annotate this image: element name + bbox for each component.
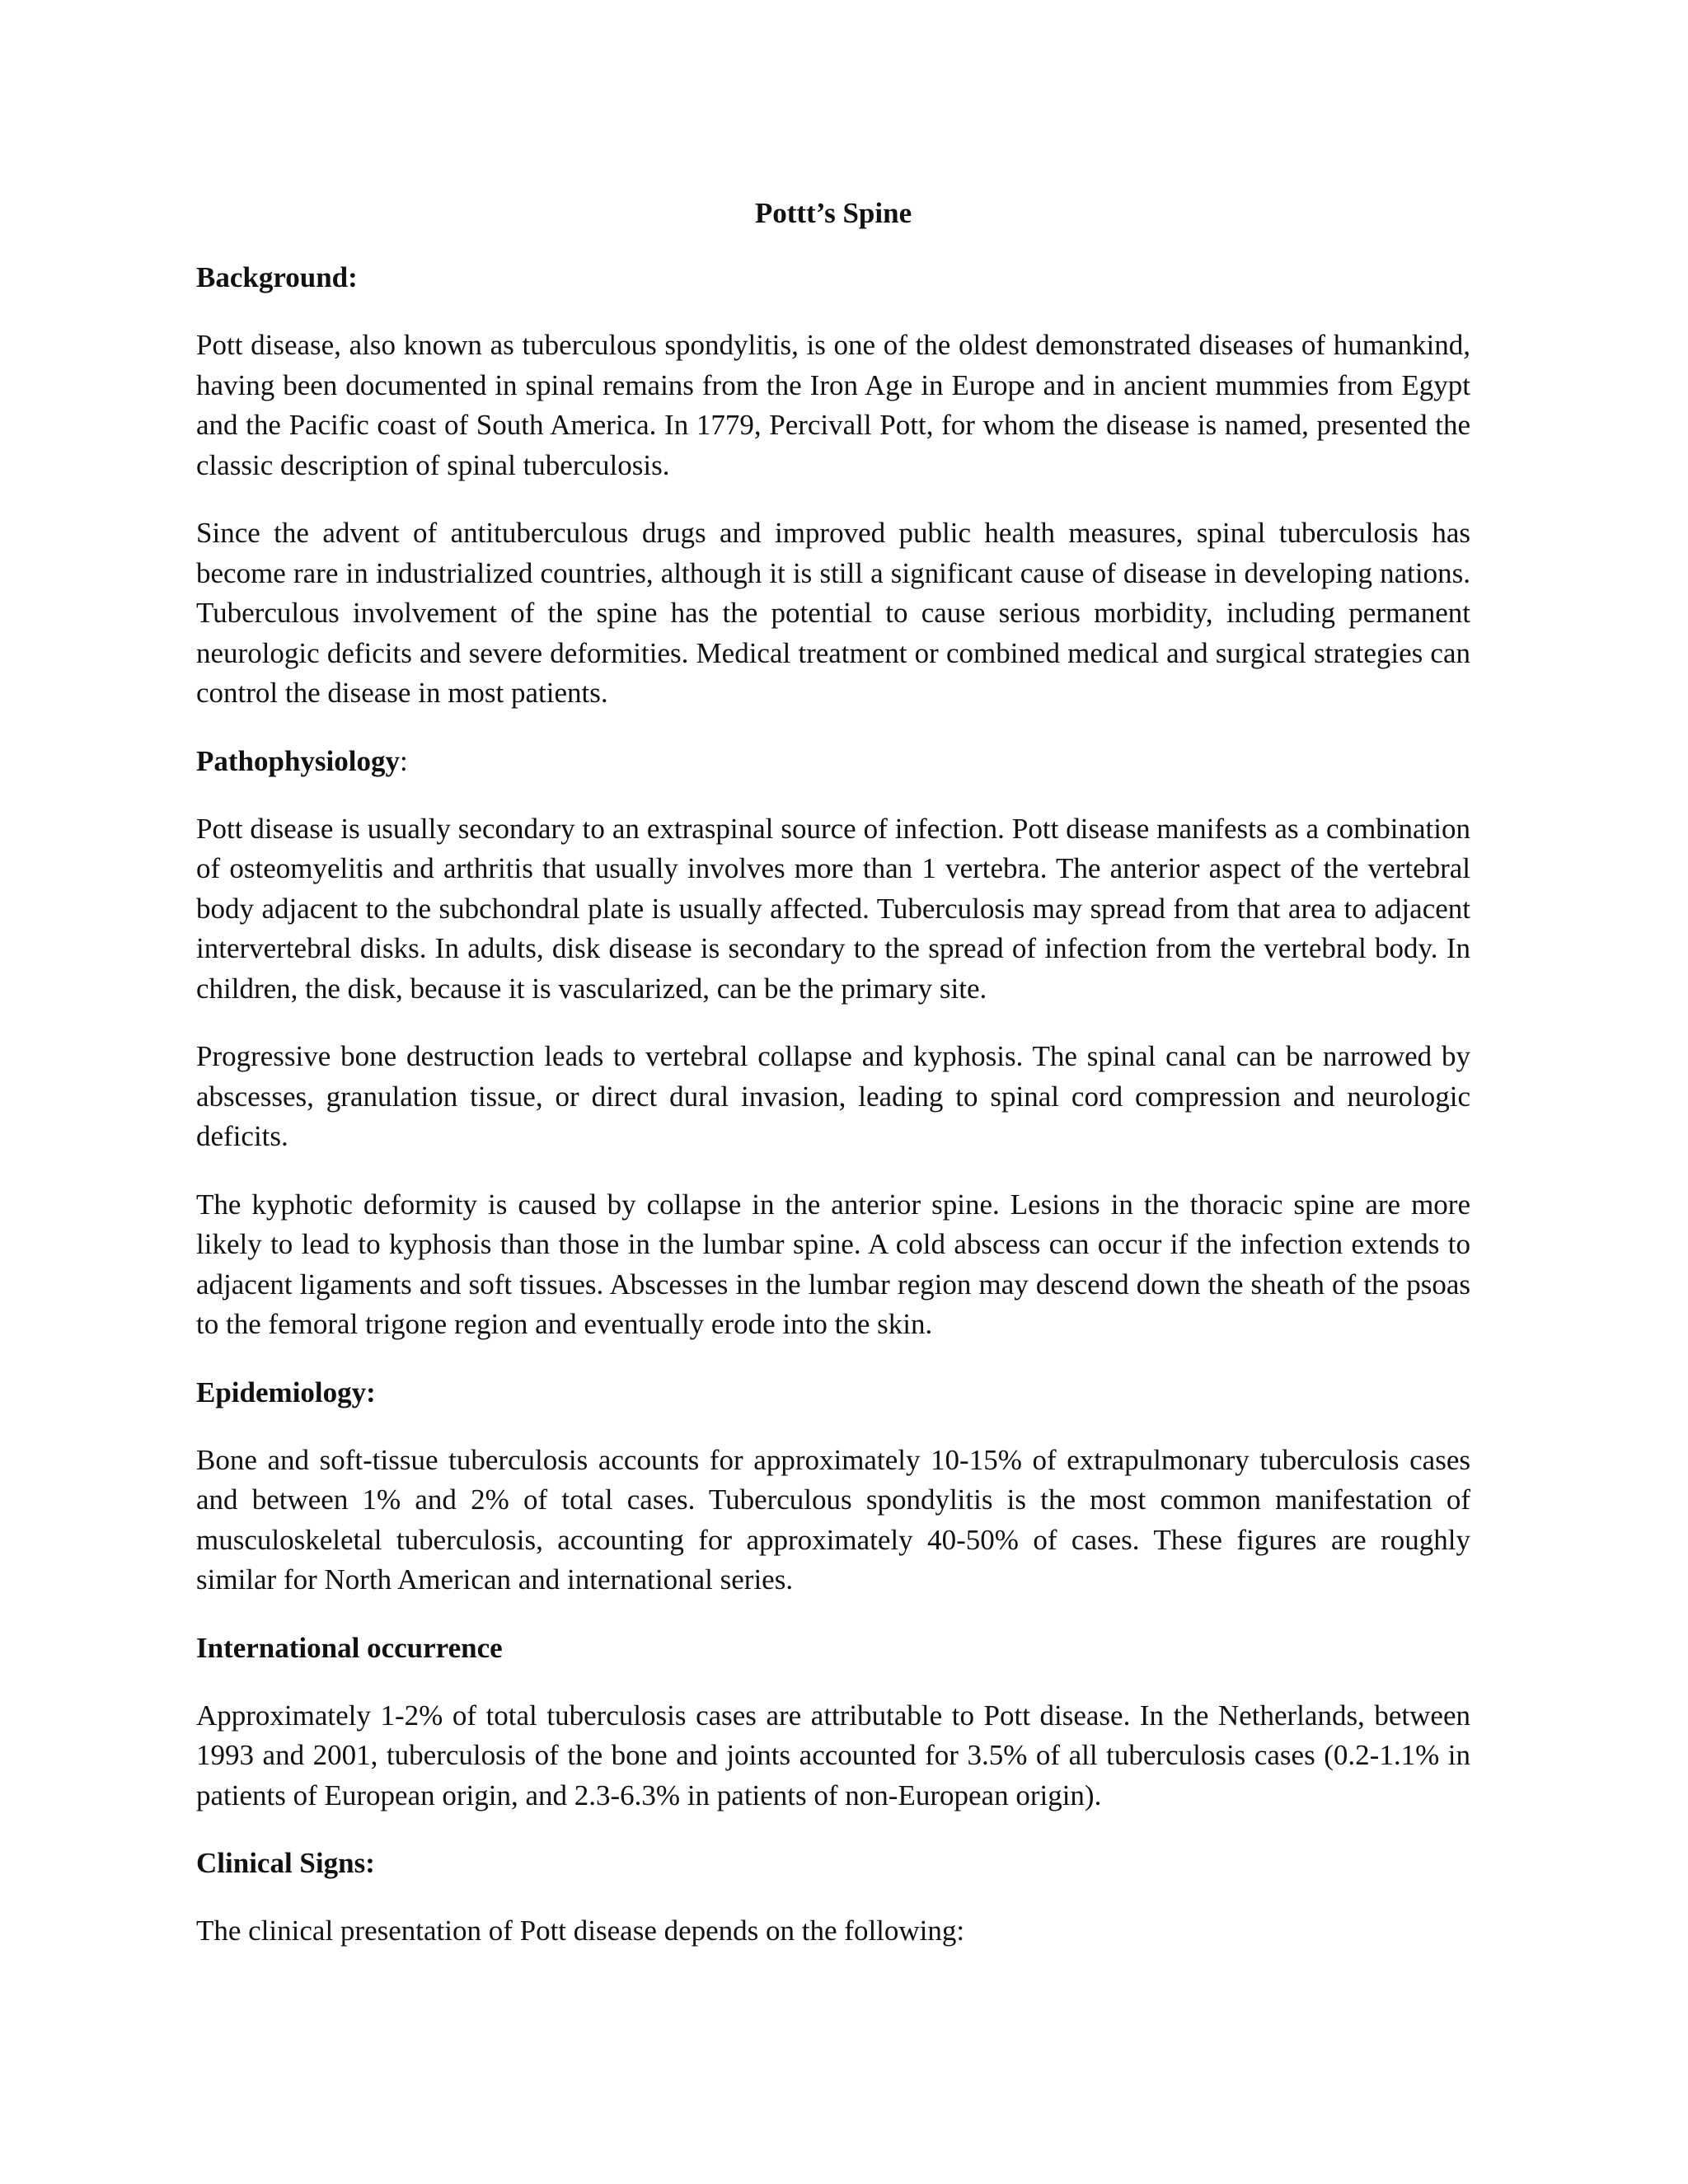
section-heading-pathophysiology <box>196 742 1470 781</box>
pathophysiology-paragraph-3: The kyphotic deformity is caused by collapse in the anterior spine. Lesions in the thoracic spine are more likely to lead to kyphosis than those in the lumbar spine. A cold abscess can occur if the infection extends to adjacent ligaments and soft tissues. Abscesses in the lumbar region may descend down the sheath of the psoas to the femoral trigone region and eventually erode into the skin. <box>196 1188 1470 1340</box>
spacer <box>196 237 1470 258</box>
heading-text: Epidemiology: <box>196 1376 376 1408</box>
international-paragraph-1: Approximately 1-2% of total tuberculosis cases are attributable to Pott disease. In the Netherlands, between 1993 and 2001, tuberculosis of the bone and joints accounted for 3.5% of all tuberculosis cases (0.2-1.1% in patients of European origin, and 2.3-6.3% in patients of non-European origin). <box>196 1699 1470 1811</box>
spacer <box>196 714 1470 742</box>
section-heading-epidemiology <box>196 1373 1470 1413</box>
clinical-paragraph-1: The clinical presentation of Pott disease depends on the following: <box>196 1915 965 1947</box>
section-heading-international-occurrence <box>196 1629 1470 1668</box>
spacer <box>196 485 1470 513</box>
section-heading-clinical-signs <box>196 1844 1470 1883</box>
background-paragraph-1: Pott disease, also known as tuberculous spondylitis, is one of the oldest demonstrated diseases of humankind, having been documented in spinal remains from the Iron Age in Europe and in ancient mummies from Egypt and the Pacific coast of South America. In 1779, Percivall Pott, for whom the disease is named, presented the classic description of spinal tuberculosis. <box>196 329 1470 481</box>
pathophysiology-paragraph-1: Pott disease is usually secondary to an extraspinal source of infection. Pott disease manifests as a combination of osteomyelitis and arthritis that usually involves more than 1 vertebra. The anterior aspect of the vertebral body adjacent to the subchondral plate is usually affected. Tuberculosis may spread from that area to adjacent intervertebral disks. In adults, disk disease is secondary to the spread of infection from the vertebral body. In children, the disk, because it is vascularized, can be the primary site. <box>196 812 1470 1005</box>
spacer <box>196 1816 1470 1844</box>
spacer <box>196 1009 1470 1037</box>
heading-text: Background: <box>196 261 358 293</box>
spacer <box>196 1668 1470 1696</box>
epidemiology-paragraph-1: Bone and soft-tissue tuberculosis accounts for approximately 10-15% of extrapulmonary tuberculosis cases and between 1% and 2% of total cases. Tuberculous spondylitis is the most common manifestation of musculoskeletal tuberculosis, accounting for approximately 40-50% of cases. These figures are roughly similar for North American and international series. <box>196 1443 1470 1596</box>
spacer <box>196 1157 1470 1185</box>
section-heading-background <box>196 258 1470 298</box>
spacer <box>196 1413 1470 1441</box>
spacer <box>196 1601 1470 1629</box>
document-body <box>196 190 1470 1952</box>
heading-text: International occurrence <box>196 1631 503 1664</box>
spacer <box>196 298 1470 326</box>
spacer <box>196 781 1470 809</box>
spacer <box>196 1883 1470 1911</box>
background-paragraph-2: Since the advent of antituberculous drugs and improved public health measures, spinal tuberculosis has become rare in industrialized countries, although it is still a significant cause of disease in developing nations. Tuberculous involvement of the spine has the potential to cause serious morbidity, including permanent neurologic deficits and severe deformities. Medical treatment or combined medical and surgical strategies can control the disease in most patients. <box>196 517 1470 709</box>
pathophysiology-paragraph-2: Progressive bone destruction leads to vertebral collapse and kyphosis. The spinal canal can be narrowed by abscesses, granulation tissue, or direct dural invasion, leading to spinal cord compression and neurologic deficits. <box>196 1040 1470 1152</box>
heading-text: Pathophysiology <box>196 744 400 777</box>
spacer <box>196 1345 1470 1373</box>
heading-text: Clinical Signs: <box>196 1847 375 1879</box>
heading-colon: : <box>400 744 408 777</box>
document-title: Pottt’s Spine <box>754 197 912 229</box>
